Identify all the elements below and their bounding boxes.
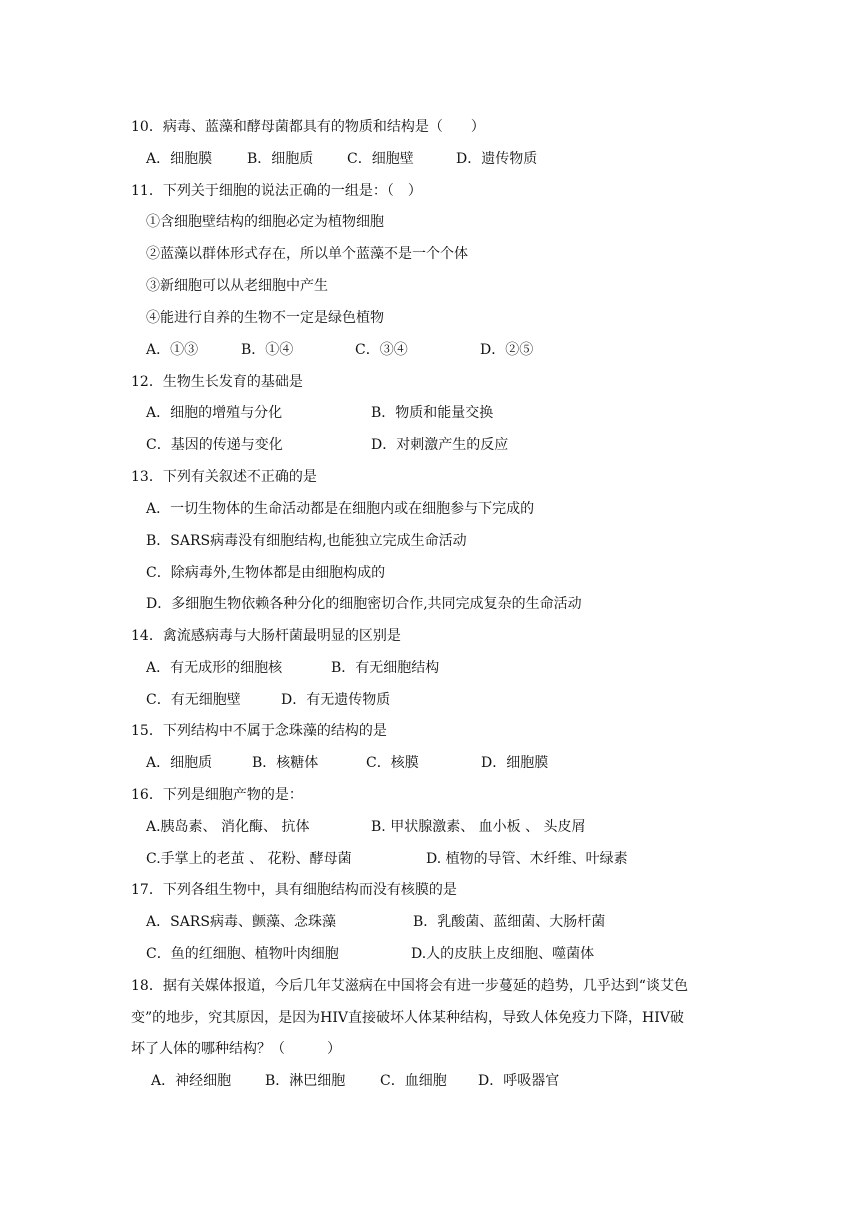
question-17-option-a: A．SARS病毒、颤藻、念珠藻 — [146, 914, 336, 930]
question-10-option-d: D．遗传物质 — [456, 151, 538, 167]
question-11-statement-1: ①含细胞壁结构的细胞必定为植物细胞 — [146, 214, 384, 230]
question-14-option-b: B．有无细胞结构 — [331, 660, 440, 676]
question-16-option-a: A.胰岛素、 消化酶、 抗体 — [146, 819, 310, 835]
question-14-option-c: C．有无细胞壁 — [146, 692, 241, 708]
question-14-option-a: A．有无成形的细胞核 — [146, 660, 283, 676]
question-16-stem: 16．下列是细胞产物的是： — [131, 787, 303, 803]
question-18-stem-line-2: 变”的地步，究其原因，是因为HIV直接破坏人体某种结构，导致人体免疫力下降，HIV破 — [131, 1010, 684, 1026]
question-16-option-d: D. 植物的导管、木纤维、叶绿素 — [426, 851, 628, 867]
question-17-option-d: D.人的皮肤上皮细胞、噬菌体 — [411, 946, 595, 962]
question-11-stem: 11．下列关于细胞的说法正确的一组是：（ ） — [131, 183, 422, 199]
question-15-option-c: C．核膜 — [366, 755, 419, 771]
question-13-option-a: A．一切生物体的生命活动都是在细胞内或在细胞参与下完成的 — [146, 501, 535, 517]
question-17-option-b: B．乳酸菌、蓝细菌、大肠杆菌 — [413, 914, 606, 930]
question-16-option-b: B. 甲状腺激素、 血小板 、 头皮屑 — [371, 819, 586, 835]
question-11-option-c: C．③④ — [355, 342, 408, 358]
question-10-option-b: B．细胞质 — [247, 151, 314, 167]
question-18-option-c: C．血细胞 — [380, 1073, 447, 1089]
question-17-stem: 17．下列各组生物中，具有细胞结构而没有核膜的是 — [131, 882, 457, 898]
question-12-option-d: D．对刺激产生的反应 — [371, 437, 509, 453]
question-11-statement-3: ③新细胞可以从老细胞中产生 — [146, 278, 328, 294]
question-15-option-a: A．细胞质 — [146, 755, 213, 771]
question-11-option-b: B．①④ — [241, 342, 294, 358]
question-14-stem: 14．禽流感病毒与大肠杆菌最明显的区别是 — [131, 628, 401, 644]
question-11-statement-4: ④能进行自养的生物不一定是绿色植物 — [146, 310, 384, 326]
question-18-stem-line-3: 坏了人体的哪种结构？（ ） — [131, 1041, 341, 1057]
question-18-option-d: D．呼吸器官 — [478, 1073, 560, 1089]
question-12-option-c: C．基因的传递与变化 — [146, 437, 283, 453]
question-13-option-b: B．SARS病毒没有细胞结构,也能独立完成生命活动 — [146, 533, 467, 549]
question-15-option-b: B．核糖体 — [252, 755, 319, 771]
question-13-option-d: D．多细胞生物依赖各种分化的细胞密切合作,共同完成复杂的生命活动 — [146, 596, 582, 612]
question-12-option-a: A．细胞的增殖与分化 — [146, 405, 283, 421]
question-17-option-c: C．鱼的红细胞、植物叶肉细胞 — [146, 946, 339, 962]
question-12-stem: 12．生物生长发育的基础是 — [131, 374, 303, 390]
question-15-stem: 15．下列结构中不属于念珠藻的结构的是 — [131, 723, 387, 739]
question-18-option-b: B．淋巴细胞 — [265, 1073, 346, 1089]
question-18-stem-line-1: 18．据有关媒体报道，今后几年艾滋病在中国将会有进一步蔓延的趋势，几乎达到“谈艾色 — [131, 978, 688, 994]
question-15-option-d: D．细胞膜 — [481, 755, 549, 771]
question-10-stem: 10．病毒、蓝藻和酵母菌都具有的物质和结构是（ ） — [131, 119, 485, 135]
question-13-stem: 13．下列有关叙述不正确的是 — [131, 469, 317, 485]
question-14-option-d: D．有无遗传物质 — [281, 692, 391, 708]
question-16-option-c: C.手掌上的老茧 、 花粉、酵母菌 — [146, 851, 352, 867]
question-12-option-b: B．物质和能量交换 — [371, 405, 494, 421]
question-18-option-a: A．神经细胞 — [151, 1073, 232, 1089]
question-11-statement-2: ②蓝藻以群体形式存在，所以单个蓝藻不是一个个体 — [146, 246, 468, 262]
question-10-option-c: C．细胞壁 — [347, 151, 414, 167]
question-10-option-a: A．细胞膜 — [146, 151, 213, 167]
question-11-option-a: A．①③ — [146, 342, 199, 358]
question-11-option-d: D．②⑤ — [480, 342, 534, 358]
question-13-option-c: C．除病毒外,生物体都是由细胞构成的 — [146, 565, 386, 581]
